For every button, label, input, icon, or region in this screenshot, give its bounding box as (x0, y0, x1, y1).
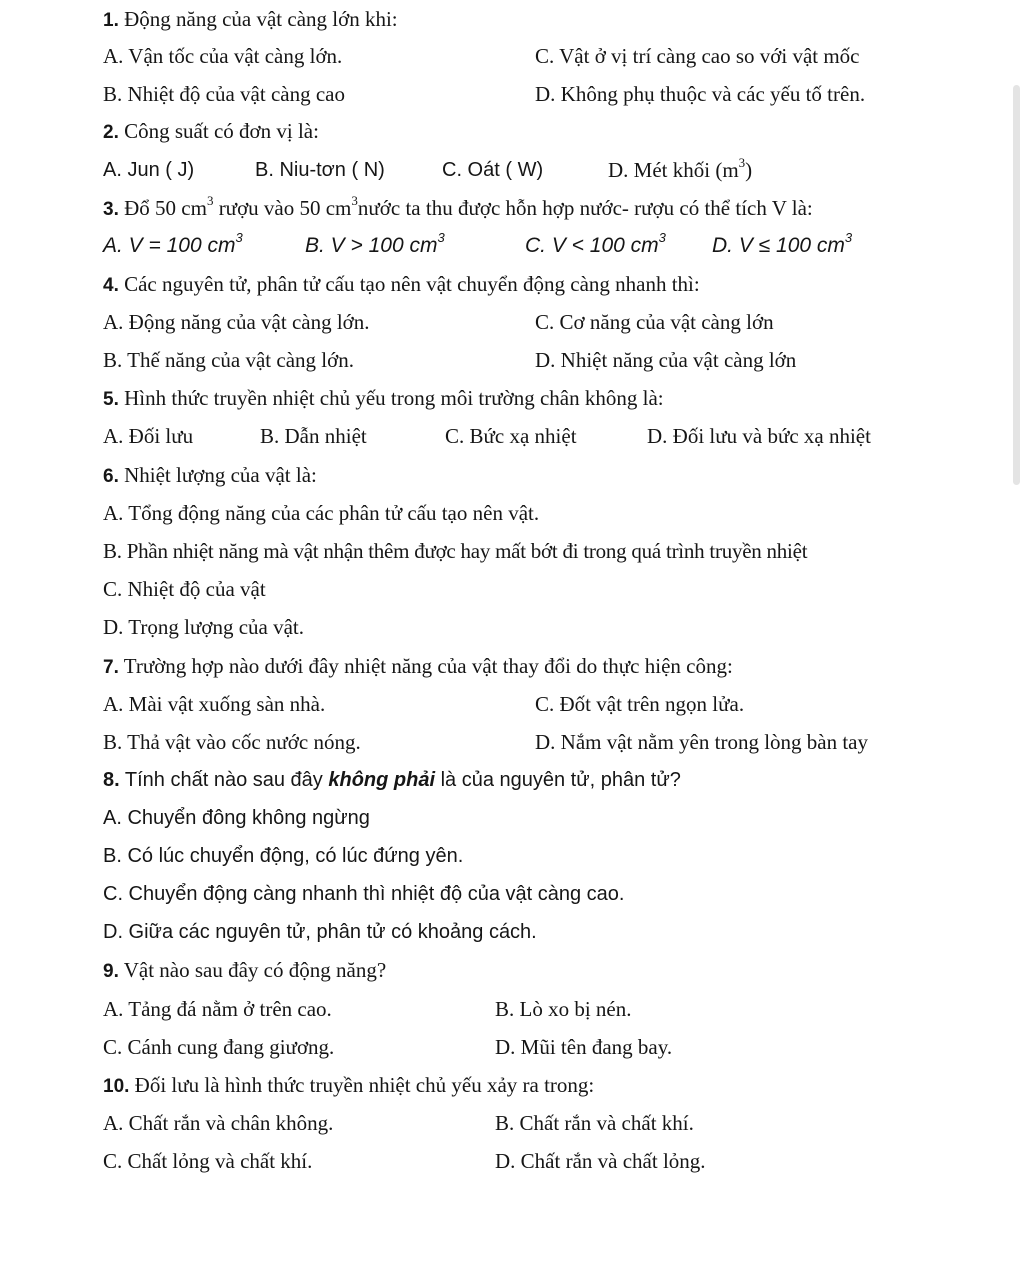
q7-number: 7. (103, 657, 119, 678)
q6-stem (0, 457, 1024, 493)
q3-option-d-text: D. V ≤ 100 cm (712, 234, 845, 257)
q7-options-row1 (0, 686, 1024, 722)
q9-options-row2 (0, 1029, 1024, 1065)
q10-stem (0, 1067, 1024, 1103)
q3-option-b-text: B. V > 100 cm (305, 234, 438, 257)
q2-stem-text: Công suất có đơn vị là: (118, 119, 319, 143)
q7-option-a[interactable]: A. Mài vật xuống sàn nhà. (103, 692, 326, 716)
q4-option-d[interactable]: D. Nhiệt năng của vật càng lớn (535, 348, 797, 372)
q2-stem (0, 113, 1024, 149)
q8-stem-emphasis: không phải (328, 769, 436, 791)
q8-number: 8. (103, 769, 120, 791)
scrollbar[interactable] (1013, 0, 1020, 1284)
q8-option-b-row (0, 838, 1024, 874)
q1-option-a[interactable]: A. Vận tốc của vật càng lớn. (103, 44, 343, 68)
q1-stem-text: Động năng của vật càng lớn khi: (118, 7, 398, 31)
q8-option-c-row (0, 876, 1024, 912)
q3-option-d-exponent: 3 (844, 230, 853, 245)
q6-option-a[interactable]: A. Tổng động năng của các phân tử cấu tạo nên vật. (103, 501, 540, 525)
q8-option-d-row (0, 914, 1024, 950)
q3-stem-part3: nước ta thu được hỗn hợp nước- rượu có thể tích V là: (357, 196, 813, 220)
q3-number: 3. (103, 199, 119, 220)
q5-option-c[interactable]: C. Bức xạ nhiệt (445, 424, 577, 448)
q2-option-d-close: ) (745, 158, 753, 182)
q4-stem (0, 266, 1024, 302)
q3-option-c-text: C. V < 100 cm (525, 234, 659, 257)
q2-option-b[interactable]: B. Niu-tơn ( N) (255, 159, 385, 181)
q4-option-b[interactable]: B. Thế năng của vật càng lớn. (103, 348, 354, 372)
q2-option-a[interactable]: A. Jun ( J) (103, 159, 195, 181)
q3-option-b[interactable] (305, 228, 445, 264)
q9-option-d[interactable]: D. Mũi tên đang bay. (495, 1035, 673, 1059)
q1-options-row2 (0, 76, 1024, 112)
q9-number: 9. (103, 961, 119, 982)
q3-option-a-text: A. V = 100 cm (103, 234, 236, 257)
q6-option-d[interactable]: D. Trọng lượng của vật. (103, 615, 304, 639)
q5-stem-text: Hình thức truyền nhiệt chủ yếu trong môi trường chân không là: (118, 386, 664, 410)
q4-option-a[interactable]: A. Động năng của vật càng lớn. (103, 310, 370, 334)
q8-option-d[interactable]: D. Giữa các nguyên tử, phân tử có khoảng cách. (103, 921, 537, 943)
q9-stem (0, 952, 1024, 988)
q10-options-row2 (0, 1143, 1024, 1179)
q7-option-b[interactable]: B. Thả vật vào cốc nước nóng. (103, 730, 361, 754)
q1-stem (0, 1, 1024, 37)
q2-option-c[interactable]: C. Oát ( W) (442, 159, 544, 181)
q3-option-a[interactable] (103, 228, 243, 264)
q5-number: 5. (103, 389, 119, 410)
scrollbar-thumb[interactable] (1013, 85, 1020, 485)
q8-option-b[interactable]: B. Có lúc chuyển động, có lúc đứng yên. (103, 845, 464, 867)
q4-number: 4. (103, 275, 119, 296)
q6-option-b[interactable]: B. Phần nhiệt năng mà vật nhận thêm được hay mất bớt đi trong quá trình truyền nhiệt (103, 539, 808, 563)
q1-options-row1 (0, 38, 1024, 74)
q8-stem-part3: là của nguyên tử, phân tử? (435, 769, 681, 791)
q2-option-d[interactable] (608, 152, 752, 188)
q4-option-c[interactable]: C. Cơ năng của vật càng lớn (535, 310, 774, 334)
q4-options-row2 (0, 342, 1024, 378)
q6-option-d-row (0, 609, 1024, 645)
q1-number: 1. (103, 10, 119, 31)
q6-option-c[interactable]: C. Nhiệt độ của vật (103, 577, 266, 601)
q3-option-c-exponent: 3 (658, 230, 666, 245)
q7-option-d[interactable]: D. Nắm vật nằm yên trong lòng bàn tay (535, 730, 869, 754)
q3-option-a-exponent: 3 (235, 230, 243, 245)
q5-option-a[interactable]: A. Đối lưu (103, 424, 194, 448)
q4-options-row1 (0, 304, 1024, 340)
q2-option-d-text: D. Mét khối (m (608, 158, 739, 182)
q7-option-c[interactable]: C. Đốt vật trên ngọn lửa. (535, 692, 745, 716)
q9-option-a[interactable]: A. Tảng đá nằm ở trên cao. (103, 997, 332, 1021)
q2-number: 2. (103, 122, 119, 143)
q8-option-c[interactable]: C. Chuyển động càng nhanh thì nhiệt độ của vật càng cao. (103, 883, 625, 905)
q10-option-c[interactable]: C. Chất lỏng và chất khí. (103, 1149, 313, 1173)
q2-option-d-exponent: 3 (738, 155, 746, 170)
q6-option-b-row (0, 533, 1024, 569)
q3-option-d[interactable] (712, 228, 852, 264)
q3-options (0, 228, 1024, 264)
q3-stem-part2: rượu vào 50 cm (213, 196, 352, 220)
q6-option-a-row (0, 495, 1024, 531)
q5-option-b[interactable]: B. Dẫn nhiệt (260, 424, 367, 448)
q7-options-row2 (0, 724, 1024, 760)
q10-stem-text: Đối lưu là hình thức truyền nhiệt chủ yếu xảy ra trong: (129, 1073, 595, 1097)
q8-option-a-row (0, 800, 1024, 836)
q6-option-c-row (0, 571, 1024, 607)
q5-stem (0, 380, 1024, 416)
q3-exponent-2: 3 (351, 193, 358, 208)
q3-option-b-exponent: 3 (437, 230, 445, 245)
q9-option-b[interactable]: B. Lò xo bị nén. (495, 997, 632, 1021)
q3-stem-part1: Đổ 50 cm (118, 196, 207, 220)
q5-options (0, 418, 1024, 454)
q8-option-a[interactable]: A. Chuyển đông không ngừng (103, 807, 370, 829)
q1-option-b[interactable]: B. Nhiệt độ của vật càng cao (103, 82, 345, 106)
q7-stem (0, 648, 1024, 684)
q4-stem-text: Các nguyên tử, phân tử cấu tạo nên vật chuyển động càng nhanh thì: (118, 272, 700, 296)
q3-exponent-1: 3 (206, 193, 214, 208)
q5-option-d[interactable]: D. Đối lưu và bức xạ nhiệt (647, 424, 871, 448)
q9-stem-text: Vật nào sau đây có động năng? (118, 958, 387, 982)
q3-option-c[interactable] (525, 228, 666, 264)
q10-number: 10. (103, 1076, 130, 1097)
q1-option-c[interactable]: C. Vật ở vị trí càng cao so với vật mốc (535, 44, 860, 68)
q10-option-d[interactable]: D. Chất rắn và chất lỏng. (495, 1149, 706, 1173)
q6-number: 6. (103, 466, 119, 487)
q6-stem-text: Nhiệt lượng của vật là: (118, 463, 317, 487)
q8-stem-part1: Tính chất nào sau đây (119, 769, 329, 791)
q1-option-d[interactable]: D. Không phụ thuộc và các yếu tố trên. (535, 82, 866, 106)
q10-options-row1 (0, 1105, 1024, 1141)
q3-stem (0, 190, 1024, 226)
q7-stem-text: Trường hợp nào dưới đây nhiệt năng của vật thay đổi do thực hiện công: (118, 654, 733, 678)
q2-options (0, 152, 1024, 188)
q8-stem (0, 762, 1024, 798)
q10-option-b[interactable]: B. Chất rắn và chất khí. (495, 1111, 694, 1135)
q10-option-a[interactable]: A. Chất rắn và chân không. (103, 1111, 334, 1135)
q9-options-row1 (0, 991, 1024, 1027)
q9-option-c[interactable]: C. Cánh cung đang giương. (103, 1035, 335, 1059)
